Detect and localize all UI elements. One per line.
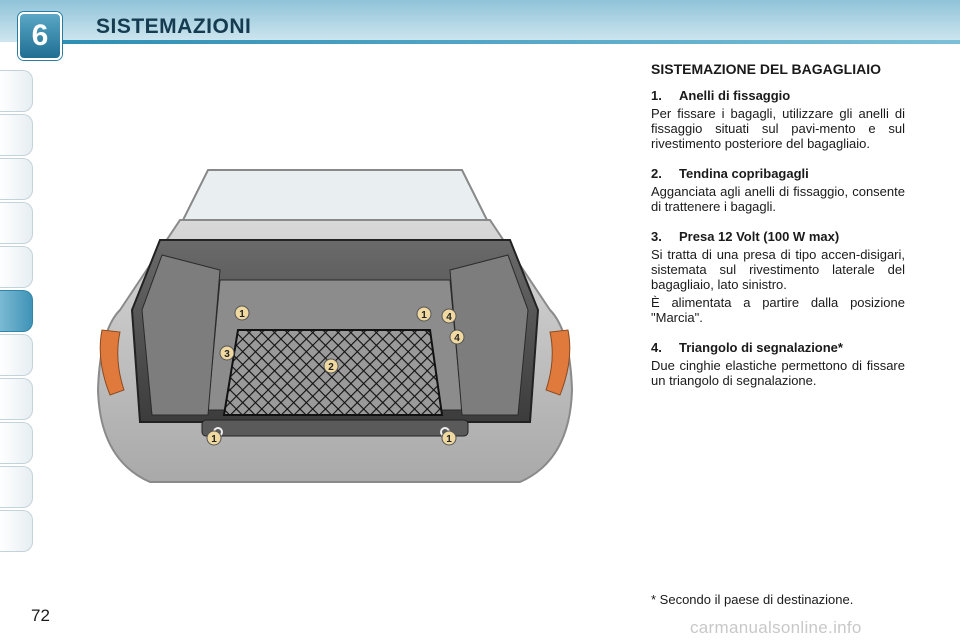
callout-1: 1 [239, 309, 245, 320]
item-title [651, 166, 905, 181]
list-item [651, 229, 905, 325]
item-text: Si tratta di una presa di tipo accen-disigari, sistemata sul rivestimento laterale del bagagliaio, lato sinistro. [651, 247, 905, 292]
item-title-text: Tendina copribagagli [679, 166, 809, 181]
chapter-tab-active[interactable] [0, 290, 33, 332]
header-rule [52, 40, 960, 44]
item-title-text: Anelli di fissaggio [679, 88, 791, 103]
chapter-tab[interactable] [0, 466, 33, 508]
chapter-tab[interactable] [0, 114, 33, 156]
callout-4: 4 [446, 312, 452, 323]
list-item [651, 88, 905, 151]
chapter-tab[interactable] [0, 334, 33, 376]
item-title-text: Triangolo di segnalazione* [679, 340, 843, 355]
callout-1: 1 [421, 310, 427, 321]
callout-1: 1 [446, 434, 452, 445]
chapter-tabs [0, 70, 34, 575]
item-extra-text: È alimentata a partire dalla posizione "Marcia". [651, 295, 905, 325]
item-text: Per fissare i bagagli, utilizzare gli anelli di fissaggio situati sul pavi-mento e sul rivestimento posteriore del bagagliaio. [651, 106, 905, 151]
item-number: 3. [651, 229, 662, 244]
text-column [651, 62, 905, 403]
footnote: * Secondo il paese di destinazione. [651, 592, 854, 607]
chapter-tab[interactable] [0, 510, 33, 552]
chapter-tab[interactable] [0, 202, 33, 244]
watermark[interactable]: carmanualsonline.info [690, 618, 862, 637]
item-number: 1. [651, 88, 662, 103]
item-title-text: Presa 12 Volt (100 W max) [679, 229, 840, 244]
item-title [651, 88, 905, 103]
item-number: 4. [651, 340, 662, 355]
list-item [651, 166, 905, 214]
trunk-illustration [90, 160, 580, 500]
chapter-tab[interactable] [0, 378, 33, 420]
item-title [651, 340, 905, 355]
list-item [651, 340, 905, 388]
chapter-title: SISTEMAZIONI [96, 15, 252, 38]
chapter-tab[interactable] [0, 70, 33, 112]
item-text: Due cinghie elastiche permettono di fissare un triangolo di segnalazione. [651, 358, 905, 388]
item-text: Agganciata agli anelli di fissaggio, consente di trattenere i bagagli. [651, 184, 905, 214]
page-number: 72 [31, 606, 50, 625]
callout-1: 1 [211, 434, 217, 445]
chapter-badge: 6 [18, 12, 62, 60]
callout-4: 4 [454, 333, 460, 344]
item-title [651, 229, 905, 244]
chapter-tab[interactable] [0, 422, 33, 464]
chapter-tab[interactable] [0, 246, 33, 288]
callout-3: 3 [224, 349, 230, 360]
chapter-tab[interactable] [0, 158, 33, 200]
callout-2: 2 [328, 362, 334, 373]
section-title: SISTEMAZIONE DEL BAGAGLIAIO [651, 61, 881, 77]
item-number: 2. [651, 166, 662, 181]
